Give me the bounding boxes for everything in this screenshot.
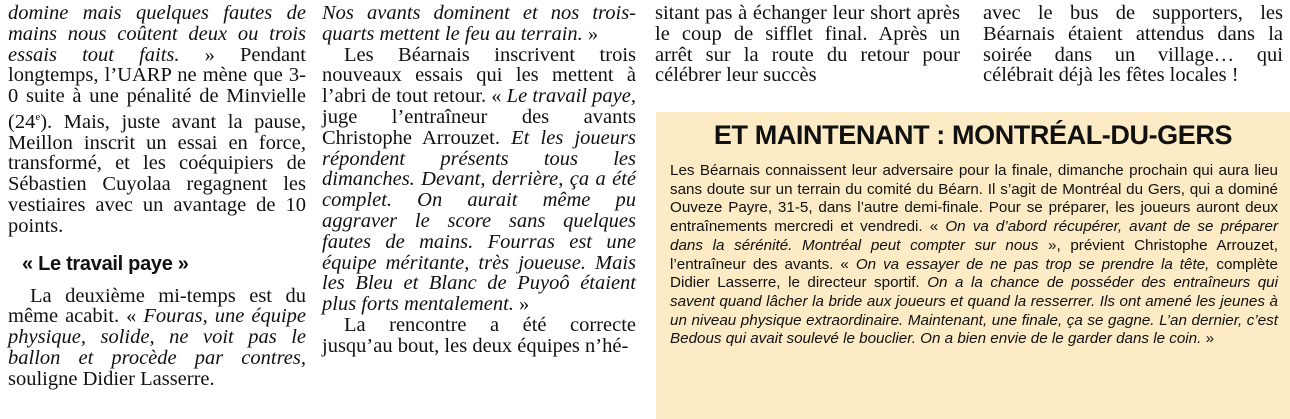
article-column-3 bbox=[655, 3, 960, 86]
article-column-1 bbox=[8, 3, 306, 390]
paragraph: avec le bus de supporters, les Béarnais étaient attendus dans la soirée dans un village… qui célébrait déjà les fêtes locales ! bbox=[983, 2, 1283, 87]
paragraph: sitant pas à échanger leur short après le coup de sifflet final. Après un arrêt sur la route du retour pour célébrer leur succès bbox=[655, 2, 960, 87]
box-title: ET MAINTENANT : MONTRÉAL-DU-GERS bbox=[713, 120, 1233, 150]
sidebar-box bbox=[656, 112, 1290, 419]
paragraph: domine mais quelques fautes de mains nous coûtent deux ou trois essais tout faits. » Pendant longtemps, l’UARP ne mène que 3-0 suite à une pénalité de Minvielle (24e). Mais, juste avant la pause, Meillon inscrit un essai en force, transformé, et les coéquipiers de Sébastien Cuyolaa regagnent les vestiaires avec un avantage de 10 points. bbox=[8, 2, 307, 237]
box-text: Les Béarnais connaissent leur adversaire pour la finale, dimanche prochain qui aura lieu sans doute sur un terrain du comité du Béarn. Il s’agit de Montréal du Gers, qui a dominé Ouveze Payre, 31-5, dans l’autre demi-finale. Pour se préparer, les joueurs auront deux entraînements mercredi et vendredi. « On va d’abord récupérer, avant de se préparer dans la sérénité. Montréal peut compter sur nous », prévient Christophe Arrouzet, l’entraîneur des avants. « On va essayer de ne pas trop se prendre la tête, complète Didier Lasserre, le directeur sportif. On a la chance de posséder des entraîneurs qui savent quand lâcher la bride aux joueurs et quand la resserrer. Ils ont amené les jeunes à un niveau physique extraordinaire. Maintenant, une finale, ça se gagne. L’an dernier, c’est Bedous qui avait soulevé le bouclier. On a bien envie de le garder dans le coin. » bbox=[670, 162, 1278, 348]
paragraph: La deuxième mi-temps est du même acabit. « Fouras, une équipe physique, solide, ne voit pas le ballon et procède par contres, souligne Didier Lasserre. bbox=[8, 284, 306, 390]
article-column-2 bbox=[322, 3, 636, 357]
article-column-4 bbox=[983, 3, 1283, 86]
paragraph: Nos avants dominent et nos trois-quarts mettent le feu au terrain. » bbox=[322, 2, 636, 45]
subheading: « Le travail paye » bbox=[22, 252, 189, 275]
paragraph: La rencontre a été correcte jusqu’au bout, les deux équipes n’hé- bbox=[322, 313, 636, 357]
paragraph: Les Béarnais inscrivent trois nouveaux essais qui les mettent à l’abri de tout retour. « Le travail paye, juge l’entraîneur des avants Christophe Arrouzet. Et les joueurs répondent présents tous les dimanches. Devant, derrière, ça a été complet. On aurait même pu aggraver le score sans quelques fautes de mains. Fourras est une équipe méritante, très joueuse. Mais les Bleu et Blanc de Puyoô étaient plus forts mentalement. » bbox=[322, 43, 636, 316]
